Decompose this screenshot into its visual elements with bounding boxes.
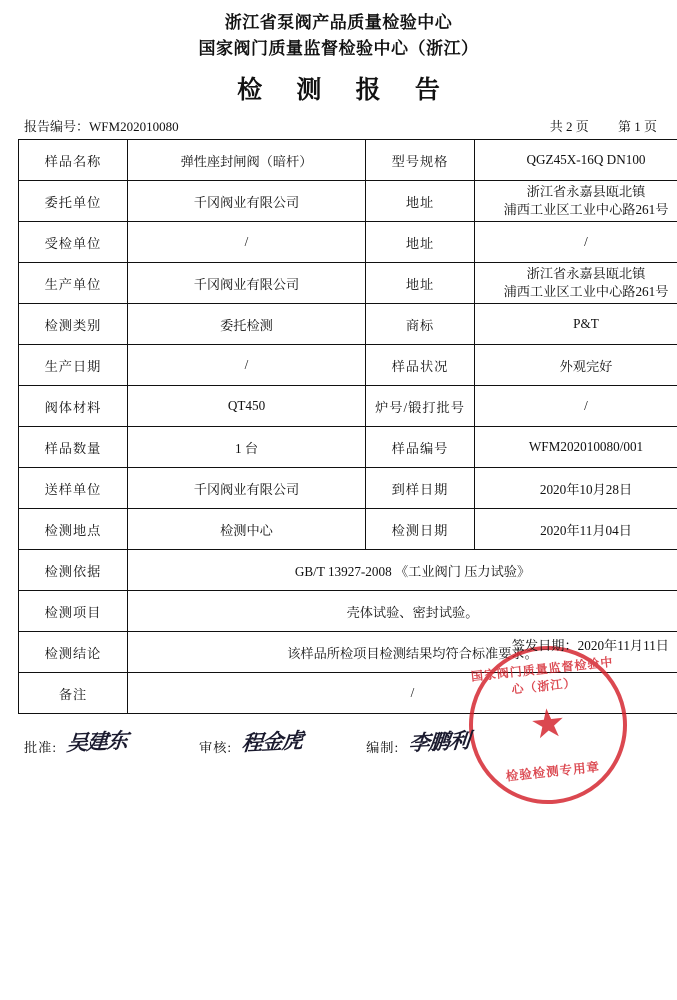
inspected-address-value: / <box>475 222 677 263</box>
heat-number-value: / <box>475 386 677 427</box>
manufacturer-address-label: 地址 <box>366 263 475 304</box>
table-row <box>19 509 677 550</box>
reviewer-signature: 程金虎 <box>240 728 304 756</box>
body-material-value: QT450 <box>128 386 366 427</box>
report-number-value: WFM202010080 <box>89 119 179 134</box>
table-row <box>19 304 677 345</box>
total-pages: 共 2 页 <box>549 119 589 134</box>
sender-value: 千冈阀业有限公司 <box>128 468 366 509</box>
remark-value: / <box>128 673 677 714</box>
test-date-label: 检测日期 <box>366 509 475 550</box>
issue-date-label: 签发日期： <box>511 638 578 653</box>
table-row <box>19 140 677 181</box>
arrival-date-label: 到样日期 <box>366 468 475 509</box>
client-address-label: 地址 <box>366 181 475 222</box>
body-material-label: 阀体材料 <box>19 386 128 427</box>
editor-signature: 李鹏利 <box>407 728 471 756</box>
sample-name-value: 弹性座封闸阀（暗杆） <box>128 140 366 181</box>
conclusion-text: 该样品所检项目检测结果均符合标准要求。 <box>287 645 538 661</box>
table-row <box>19 345 677 386</box>
sample-quantity-label: 样品数量 <box>19 427 128 468</box>
org-title-line2: 国家阀门质量监督检验中心（浙江） <box>198 39 479 58</box>
table-row <box>19 550 677 591</box>
table-row <box>19 181 677 222</box>
sample-condition-label: 样品状况 <box>366 345 475 386</box>
brand-label: 商标 <box>366 304 475 345</box>
client-address-value <box>475 181 677 222</box>
issue-date-value: 2020年11月11日 <box>577 638 669 653</box>
model-value: QGZ45X-16Q DN100 <box>475 140 677 181</box>
test-category-label: 检测类别 <box>19 304 128 345</box>
test-location-label: 检测地点 <box>19 509 128 550</box>
page-count <box>524 116 657 135</box>
inspected-unit-value: / <box>128 222 366 263</box>
heat-number-label: 炉号/锻打批号 <box>366 386 475 427</box>
reviewer-slot <box>199 726 302 756</box>
report-meta <box>18 116 659 139</box>
manufacturer-address-value <box>475 263 677 304</box>
table-row <box>19 468 677 509</box>
brand-value: P&T <box>475 304 677 345</box>
test-basis-label: 检测依据 <box>19 550 128 591</box>
issue-date <box>512 635 669 654</box>
table-row <box>19 222 677 263</box>
table-row <box>19 427 677 468</box>
sample-name-label: 样品名称 <box>19 140 128 181</box>
org-title-line1: 浙江省泵阀产品质量检验中心 <box>224 13 453 32</box>
client-label: 委托单位 <box>19 181 128 222</box>
test-basis-value: GB/T 13927-2008 《工业阀门 压力试验》 <box>128 550 677 591</box>
test-location-value: 检测中心 <box>128 509 366 550</box>
sample-number-label: 样品编号 <box>366 427 475 468</box>
manufacturer-address-line2: 浦西工业区工业中心路261号 <box>503 284 669 299</box>
report-number-label: 报告编号： <box>24 119 90 134</box>
remark-label: 备注 <box>19 673 128 714</box>
test-category-value: 委托检测 <box>128 304 366 345</box>
test-date-value: 2020年11月04日 <box>475 509 677 550</box>
test-items-label: 检测项目 <box>19 591 128 632</box>
approver-label: 批准: <box>24 740 58 755</box>
seal-star-icon: ★ <box>527 699 569 748</box>
seal-bottom-text: 检验检测专用章 <box>505 759 601 784</box>
sender-label: 送样单位 <box>19 468 128 509</box>
manufacturer-label: 生产单位 <box>19 263 128 304</box>
current-page: 第 1 页 <box>617 119 657 134</box>
approver-slot <box>24 726 127 756</box>
model-label: 型号规格 <box>366 140 475 181</box>
sample-quantity-value: 1 台 <box>128 427 366 468</box>
test-items-value: 壳体试验、密封试验。 <box>128 591 677 632</box>
report-number <box>24 116 179 135</box>
client-value: 千冈阀业有限公司 <box>128 181 366 222</box>
client-address-line1: 浙江省永嘉县瓯北镇 <box>526 184 646 199</box>
table-row <box>19 591 677 632</box>
table-row <box>19 263 677 304</box>
manufacturer-value: 千冈阀业有限公司 <box>128 263 366 304</box>
table-row <box>19 632 677 673</box>
seal-top-text: 国家阀门质量监督检验中心（浙江） <box>470 654 614 697</box>
production-date-value: / <box>128 345 366 386</box>
client-address-line2: 浦西工业区工业中心路261号 <box>503 202 669 217</box>
conclusion-label: 检测结论 <box>19 632 128 673</box>
production-date-label: 生产日期 <box>19 345 128 386</box>
sample-condition-value: 外观完好 <box>475 345 677 386</box>
manufacturer-address-line1: 浙江省永嘉县瓯北镇 <box>526 266 646 281</box>
editor-label: 编制: <box>366 740 400 755</box>
approver-signature: 吴建东 <box>65 728 129 756</box>
official-seal-icon <box>461 638 635 812</box>
arrival-date-value: 2020年10月28日 <box>475 468 677 509</box>
reviewer-label: 审核: <box>199 740 233 755</box>
page-title: 检 测 报 告 <box>237 77 454 104</box>
inspected-unit-label: 受检单位 <box>19 222 128 263</box>
editor-slot <box>366 726 469 756</box>
inspected-address-label: 地址 <box>366 222 475 263</box>
table-row <box>19 386 677 427</box>
sample-number-value: WFM202010080/001 <box>475 427 677 468</box>
